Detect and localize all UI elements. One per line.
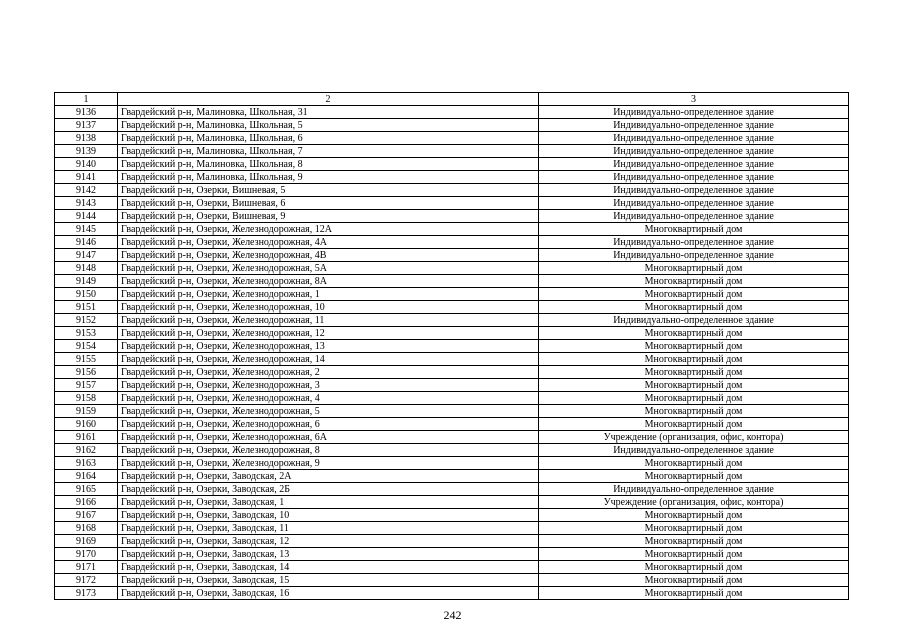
address-cell: Гвардейский р-н, Малиновка, Школьная, 8: [118, 158, 539, 171]
row-number-cell: 9138: [55, 132, 118, 145]
table-row: [55, 574, 849, 587]
table-row: [55, 561, 849, 574]
address-cell: Гвардейский р-н, Озерки, Заводская, 11: [118, 522, 539, 535]
address-cell: Гвардейский р-н, Озерки, Железнодорожная, 4А: [118, 236, 539, 249]
column-header-1: 1: [55, 93, 118, 106]
table-row: [55, 119, 849, 132]
header-row: [55, 93, 849, 106]
address-cell: Гвардейский р-н, Озерки, Заводская, 10: [118, 509, 539, 522]
row-number-cell: 9139: [55, 145, 118, 158]
table-row: [55, 405, 849, 418]
table-row: [55, 106, 849, 119]
address-cell: Гвардейский р-н, Озерки, Заводская, 15: [118, 574, 539, 587]
address-cell: Гвардейский р-н, Озерки, Заводская, 13: [118, 548, 539, 561]
object-type-cell: Индивидуально-определенное здание: [539, 210, 849, 223]
object-type-cell: Многоквартирный дом: [539, 522, 849, 535]
row-number-cell: 9158: [55, 392, 118, 405]
row-number-cell: 9155: [55, 353, 118, 366]
table-row: [55, 301, 849, 314]
row-number-cell: 9152: [55, 314, 118, 327]
object-type-cell: Индивидуально-определенное здание: [539, 314, 849, 327]
registry-table: [54, 92, 849, 600]
table-row: [55, 197, 849, 210]
object-type-cell: Многоквартирный дом: [539, 509, 849, 522]
table-row: [55, 288, 849, 301]
object-type-cell: Многоквартирный дом: [539, 262, 849, 275]
address-cell: Гвардейский р-н, Озерки, Железнодорожная, 5А: [118, 262, 539, 275]
row-number-cell: 9150: [55, 288, 118, 301]
address-cell: Гвардейский р-н, Озерки, Заводская, 2А: [118, 470, 539, 483]
row-number-cell: 9159: [55, 405, 118, 418]
row-number-cell: 9153: [55, 327, 118, 340]
address-cell: Гвардейский р-н, Озерки, Железнодорожная, 3: [118, 379, 539, 392]
object-type-cell: Индивидуально-определенное здание: [539, 444, 849, 457]
row-number-cell: 9142: [55, 184, 118, 197]
table-row: [55, 158, 849, 171]
table-row: [55, 210, 849, 223]
table-row: [55, 171, 849, 184]
object-type-cell: Многоквартирный дом: [539, 353, 849, 366]
row-number-cell: 9149: [55, 275, 118, 288]
table-row: [55, 145, 849, 158]
row-number-cell: 9140: [55, 158, 118, 171]
address-cell: Гвардейский р-н, Озерки, Железнодорожная, 8: [118, 444, 539, 457]
row-number-cell: 9169: [55, 535, 118, 548]
object-type-cell: Учреждение (организация, офис, контора): [539, 496, 849, 509]
address-cell: Гвардейский р-н, Озерки, Железнодорожная, 11: [118, 314, 539, 327]
row-number-cell: 9170: [55, 548, 118, 561]
address-cell: Гвардейский р-н, Озерки, Железнодорожная, 8А: [118, 275, 539, 288]
object-type-cell: Индивидуально-определенное здание: [539, 184, 849, 197]
address-cell: Гвардейский р-н, Озерки, Железнодорожная, 1: [118, 288, 539, 301]
table-row: [55, 379, 849, 392]
object-type-cell: Индивидуально-определенное здание: [539, 249, 849, 262]
object-type-cell: Многоквартирный дом: [539, 288, 849, 301]
object-type-cell: Многоквартирный дом: [539, 574, 849, 587]
address-cell: Гвардейский р-н, Озерки, Железнодорожная, 2: [118, 366, 539, 379]
address-cell: Гвардейский р-н, Малиновка, Школьная, 6: [118, 132, 539, 145]
row-number-cell: 9172: [55, 574, 118, 587]
table-row: [55, 392, 849, 405]
address-cell: Гвардейский р-н, Озерки, Железнодорожная, 10: [118, 301, 539, 314]
table-row: [55, 483, 849, 496]
object-type-cell: Учреждение (организация, офис, контора): [539, 431, 849, 444]
table-row: [55, 509, 849, 522]
address-cell: Гвардейский р-н, Озерки, Железнодорожная, 4В: [118, 249, 539, 262]
row-number-cell: 9154: [55, 340, 118, 353]
object-type-cell: Индивидуально-определенное здание: [539, 158, 849, 171]
table-row: [55, 275, 849, 288]
row-number-cell: 9145: [55, 223, 118, 236]
address-cell: Гвардейский р-н, Озерки, Железнодорожная, 12А: [118, 223, 539, 236]
table-row: [55, 366, 849, 379]
object-type-cell: Многоквартирный дом: [539, 418, 849, 431]
table-row: [55, 327, 849, 340]
row-number-cell: 9147: [55, 249, 118, 262]
table-row: [55, 340, 849, 353]
object-type-cell: Многоквартирный дом: [539, 587, 849, 600]
object-type-cell: Индивидуально-определенное здание: [539, 483, 849, 496]
object-type-cell: Многоквартирный дом: [539, 223, 849, 236]
row-number-cell: 9156: [55, 366, 118, 379]
object-type-cell: Многоквартирный дом: [539, 392, 849, 405]
address-cell: Гвардейский р-н, Озерки, Заводская, 1: [118, 496, 539, 509]
address-cell: Гвардейский р-н, Озерки, Железнодорожная, 6А: [118, 431, 539, 444]
object-type-cell: Индивидуально-определенное здание: [539, 132, 849, 145]
row-number-cell: 9144: [55, 210, 118, 223]
object-type-cell: Многоквартирный дом: [539, 327, 849, 340]
object-type-cell: Индивидуально-определенное здание: [539, 106, 849, 119]
address-cell: Гвардейский р-н, Озерки, Заводская, 12: [118, 535, 539, 548]
address-cell: Гвардейский р-н, Озерки, Железнодорожная, 12: [118, 327, 539, 340]
row-number-cell: 9148: [55, 262, 118, 275]
table-row: [55, 418, 849, 431]
table-row: [55, 522, 849, 535]
table-row: [55, 457, 849, 470]
address-cell: Гвардейский р-н, Озерки, Заводская, 16: [118, 587, 539, 600]
address-cell: Гвардейский р-н, Озерки, Железнодорожная, 13: [118, 340, 539, 353]
address-cell: Гвардейский р-н, Озерки, Вишневая, 9: [118, 210, 539, 223]
object-type-cell: Многоквартирный дом: [539, 561, 849, 574]
table-row: [55, 431, 849, 444]
object-type-cell: Многоквартирный дом: [539, 535, 849, 548]
object-type-cell: Многоквартирный дом: [539, 340, 849, 353]
table-header: [55, 93, 849, 106]
address-cell: Гвардейский р-н, Малиновка, Школьная, 9: [118, 171, 539, 184]
row-number-cell: 9136: [55, 106, 118, 119]
object-type-cell: Многоквартирный дом: [539, 470, 849, 483]
row-number-cell: 9162: [55, 444, 118, 457]
row-number-cell: 9173: [55, 587, 118, 600]
object-type-cell: Индивидуально-определенное здание: [539, 236, 849, 249]
address-cell: Гвардейский р-н, Озерки, Вишневая, 6: [118, 197, 539, 210]
table-row: [55, 535, 849, 548]
object-type-cell: Индивидуально-определенное здание: [539, 171, 849, 184]
object-type-cell: Многоквартирный дом: [539, 405, 849, 418]
table-row: [55, 444, 849, 457]
table-row: [55, 262, 849, 275]
row-number-cell: 9161: [55, 431, 118, 444]
object-type-cell: Многоквартирный дом: [539, 366, 849, 379]
page-number: 242: [443, 608, 462, 622]
address-cell: Гвардейский р-н, Малиновка, Школьная, 31: [118, 106, 539, 119]
table-row: [55, 132, 849, 145]
object-type-cell: Индивидуально-определенное здание: [539, 145, 849, 158]
row-number-cell: 9166: [55, 496, 118, 509]
object-type-cell: Индивидуально-определенное здание: [539, 119, 849, 132]
row-number-cell: 9160: [55, 418, 118, 431]
table-row: [55, 548, 849, 561]
table-row: [55, 184, 849, 197]
table-row: [55, 587, 849, 600]
table-row: [55, 353, 849, 366]
address-cell: Гвардейский р-н, Озерки, Железнодорожная, 6: [118, 418, 539, 431]
address-cell: Гвардейский р-н, Озерки, Железнодорожная, 14: [118, 353, 539, 366]
object-type-cell: Многоквартирный дом: [539, 379, 849, 392]
address-cell: Гвардейский р-н, Малиновка, Школьная, 7: [118, 145, 539, 158]
column-header-2: 2: [118, 93, 539, 106]
object-type-cell: Многоквартирный дом: [539, 548, 849, 561]
address-cell: Гвардейский р-н, Озерки, Железнодорожная, 9: [118, 457, 539, 470]
row-number-cell: 9165: [55, 483, 118, 496]
table-row: [55, 470, 849, 483]
table-row: [55, 223, 849, 236]
row-number-cell: 9151: [55, 301, 118, 314]
column-header-3: 3: [539, 93, 849, 106]
row-number-cell: 9141: [55, 171, 118, 184]
object-type-cell: Многоквартирный дом: [539, 457, 849, 470]
address-cell: Гвардейский р-н, Озерки, Заводская, 14: [118, 561, 539, 574]
row-number-cell: 9164: [55, 470, 118, 483]
row-number-cell: 9143: [55, 197, 118, 210]
row-number-cell: 9163: [55, 457, 118, 470]
address-cell: Гвардейский р-н, Озерки, Железнодорожная, 5: [118, 405, 539, 418]
table-row: [55, 249, 849, 262]
address-cell: Гвардейский р-н, Малиновка, Школьная, 5: [118, 119, 539, 132]
row-number-cell: 9168: [55, 522, 118, 535]
table-row: [55, 496, 849, 509]
address-cell: Гвардейский р-н, Озерки, Вишневая, 5: [118, 184, 539, 197]
row-number-cell: 9157: [55, 379, 118, 392]
object-type-cell: Индивидуально-определенное здание: [539, 197, 849, 210]
object-type-cell: Многоквартирный дом: [539, 301, 849, 314]
row-number-cell: 9171: [55, 561, 118, 574]
address-cell: Гвардейский р-н, Озерки, Заводская, 2Б: [118, 483, 539, 496]
table-row: [55, 314, 849, 327]
object-type-cell: Многоквартирный дом: [539, 275, 849, 288]
address-cell: Гвардейский р-н, Озерки, Железнодорожная, 4: [118, 392, 539, 405]
row-number-cell: 9146: [55, 236, 118, 249]
table-row: [55, 236, 849, 249]
row-number-cell: 9167: [55, 509, 118, 522]
row-number-cell: 9137: [55, 119, 118, 132]
table-body: [55, 106, 849, 600]
